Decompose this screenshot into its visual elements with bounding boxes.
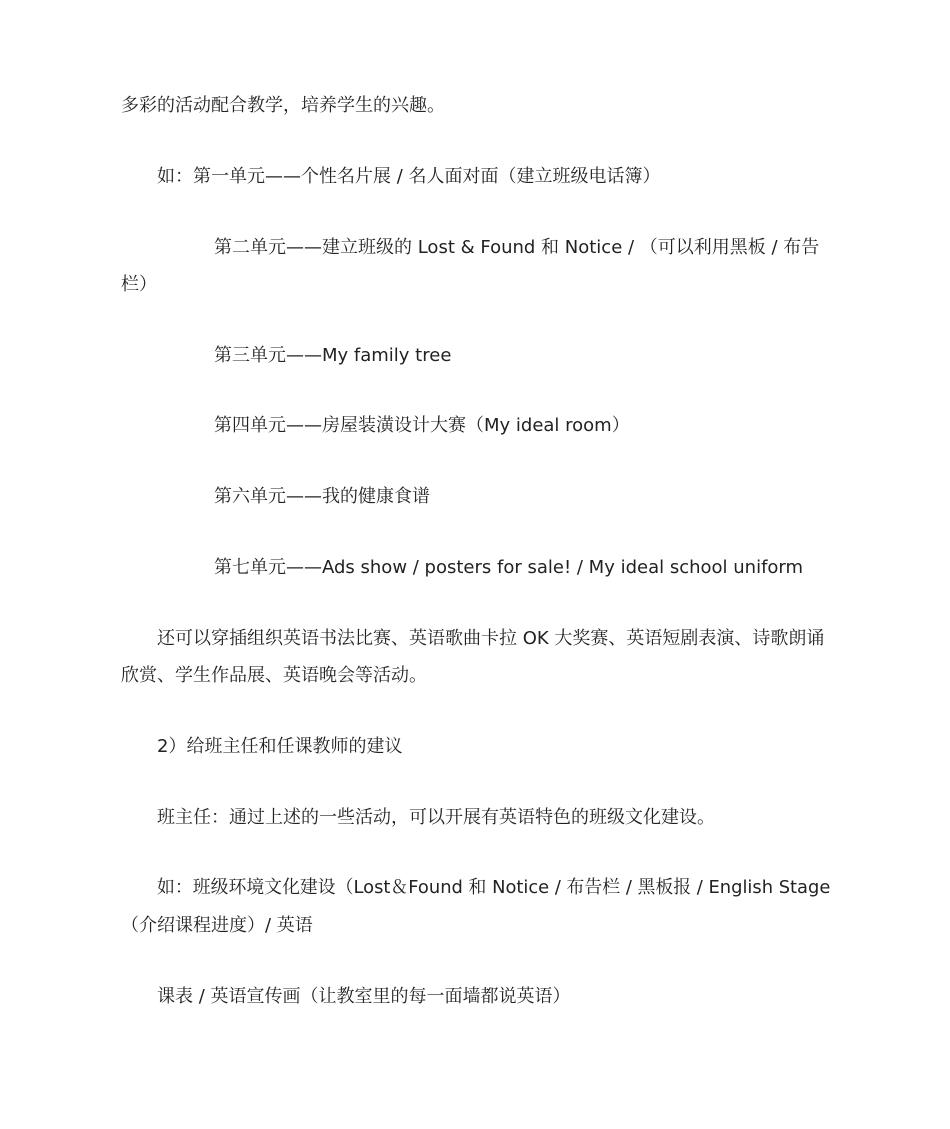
paragraph-line: 如：班级环境文化建设（Lost＆Found 和 Notice / 布告栏 / 黑板报 / English Stage <box>157 877 831 898</box>
paragraph-line: 第六单元——我的健康食谱 <box>214 486 430 507</box>
paragraph-line: 第三单元——My family tree <box>214 345 452 366</box>
paragraph-line: 第七单元——Ads show / posters for sale! / My ideal school uniform <box>214 557 804 578</box>
paragraph-line: 如：第一单元——个性名片展 / 名人面对面（建立班级电话簿） <box>157 166 661 187</box>
paragraph-line: 2）给班主任和任课教师的建议 <box>157 736 403 757</box>
paragraph-line: 还可以穿插组织英语书法比赛、英语歌曲卡拉 OK 大奖赛、英语短剧表演、诗歌朗诵 <box>157 628 825 649</box>
paragraph-line: 第四单元——房屋装潢设计大赛（My ideal room） <box>214 415 630 436</box>
paragraph-line: （介绍课程进度）/ 英语 <box>121 915 313 936</box>
paragraph-line: 第二单元——建立班级的 Lost & Found 和 Notice / （可以利用黑板 / 布告 <box>214 237 820 258</box>
paragraph-line: 班主任：通过上述的一些活动，可以开展有英语特色的班级文化建设。 <box>157 807 715 828</box>
paragraph-line: 多彩的活动配合教学，培养学生的兴趣。 <box>121 95 445 116</box>
paragraph-line: 栏） <box>121 274 157 295</box>
paragraph-line: 欣赏、学生作品展、英语晚会等活动。 <box>121 665 427 686</box>
paragraph-line: 课表 / 英语宣传画（让教室里的每一面墙都说英语） <box>157 986 571 1007</box>
